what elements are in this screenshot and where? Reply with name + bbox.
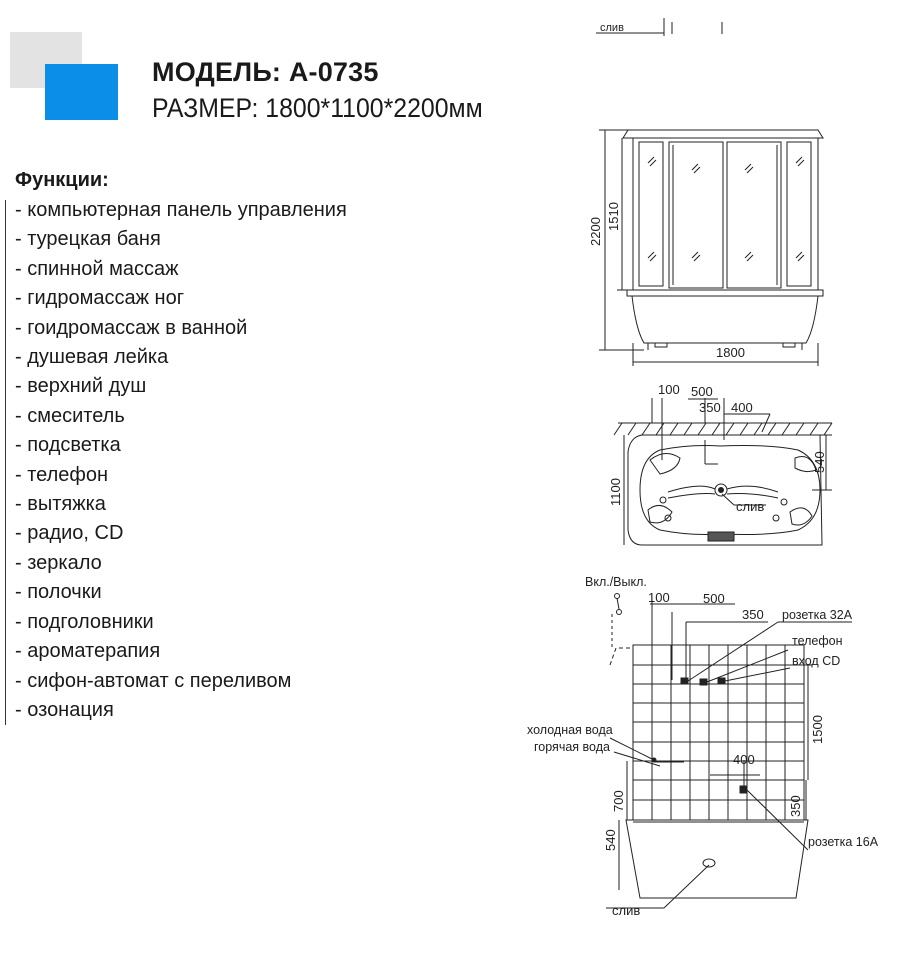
function-item: - верхний душ	[15, 372, 347, 401]
function-item: - спинной массаж	[15, 255, 347, 284]
phone-label: телефон	[792, 634, 843, 648]
plan-dim-100-label: 100	[658, 382, 680, 397]
wall-dim-400-label: 400	[733, 752, 755, 767]
plan-view-drawing	[614, 398, 832, 545]
function-item: - смеситель	[15, 402, 347, 431]
plan-dim-500-label: 500	[691, 384, 713, 399]
function-item: - турецкая баня	[15, 225, 347, 254]
wall-dim-100-label: 100	[648, 590, 670, 605]
plan-dim-1100-label: 1100	[608, 478, 623, 506]
dim-2200-label: 2200	[588, 217, 603, 246]
wall-dim-350-label: 350	[742, 607, 764, 622]
hot-water-label: горячая вода	[534, 740, 610, 754]
function-item: - озонация	[15, 696, 347, 725]
function-item: - телефон	[15, 461, 347, 490]
plan-drain-label: слив	[736, 499, 765, 514]
front-view-drawing	[599, 130, 823, 366]
function-item: - гоидромассаж в ванной	[15, 314, 347, 343]
plan-dim-540-label: 540	[812, 451, 827, 473]
wall-dim-700-label: 700	[611, 790, 626, 812]
function-item: - гидромассаж ног	[15, 284, 347, 313]
function-item: - зеркало	[15, 549, 347, 578]
plan-dim-400-label: 400	[731, 400, 753, 415]
function-item: - полочки	[15, 578, 347, 607]
function-item: - ароматерапия	[15, 637, 347, 666]
model-size: РАЗМЕР: 1800*1100*2200мм	[152, 93, 483, 123]
wall-dim-1500-label: 1500	[810, 715, 825, 744]
cold-water-label: холодная вода	[527, 723, 613, 737]
function-item: - вытяжка	[15, 490, 347, 519]
top-fragment-drain-label: слив	[600, 22, 624, 34]
model-title: МОДЕЛЬ: А-0735	[152, 57, 379, 87]
socket-32a-label: розетка 32А	[782, 608, 853, 622]
dim-1800-label: 1800	[716, 345, 745, 360]
functions-heading: Функции:	[15, 169, 109, 191]
socket-16a-label: розетка 16А	[808, 835, 879, 849]
wall-drain-label: слив	[612, 903, 641, 918]
function-item: - подголовники	[15, 608, 347, 637]
plan-dim-350-label: 350	[699, 400, 721, 415]
wall-dim-350-vertical-label: 350	[788, 795, 803, 817]
switch-label: Вкл./Выкл.	[585, 575, 647, 589]
function-item: - душевая лейка	[15, 343, 347, 372]
function-item: - сифон-автомат с переливом	[15, 667, 347, 696]
function-item: - радио, CD	[15, 519, 347, 548]
cd-input-label: вход CD	[792, 654, 841, 668]
dim-1510-label: 1510	[606, 202, 621, 231]
wall-dim-540-label: 540	[603, 829, 618, 851]
function-item: - подсветка	[15, 431, 347, 460]
wall-dim-500-label: 500	[703, 591, 725, 606]
function-item: - компьютерная панель управления	[15, 196, 347, 225]
